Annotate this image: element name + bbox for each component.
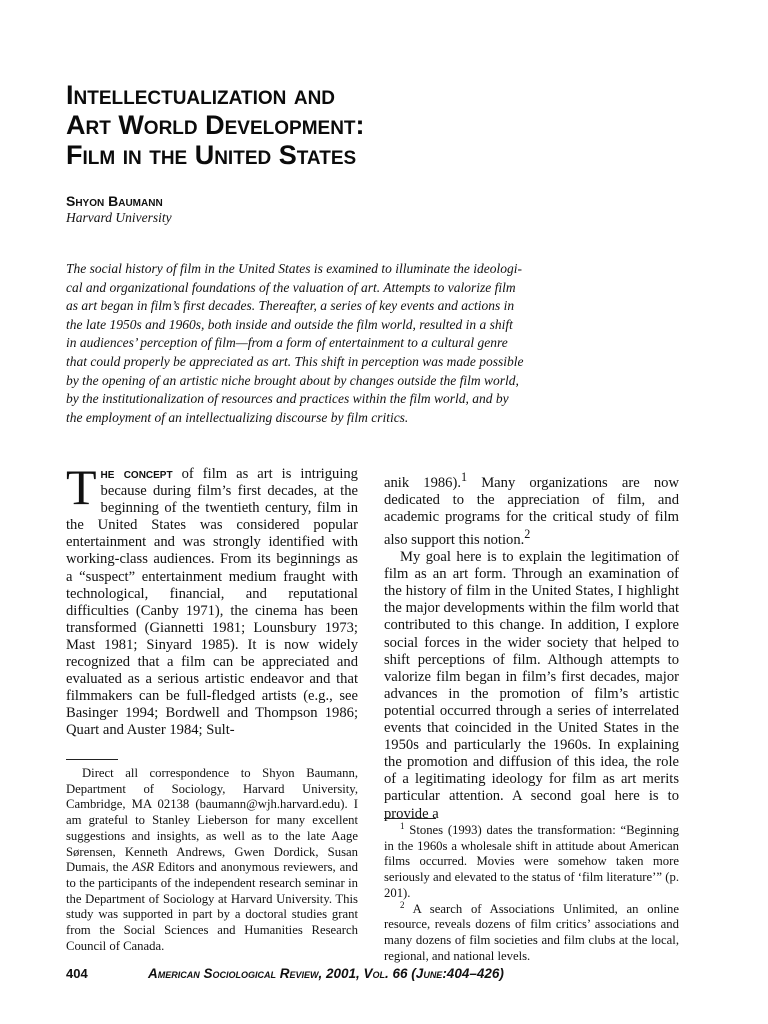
footnote-ref-2[interactable]: 2 <box>524 527 531 542</box>
abstract <box>66 260 606 427</box>
author-name: Shyon Baumann <box>66 193 163 209</box>
footnote-ref-1[interactable]: 1 <box>460 470 468 484</box>
footnote-rule-left <box>66 759 118 760</box>
body-column-left <box>66 459 358 740</box>
abstract-line: by the opening of an artistic niche brought about by changes outside the film world, <box>66 372 519 388</box>
intro-paragraph-text: of film as art is intriguing because during film’s first decades, at the beginning of the twentieth century, film in the United States was considered popular entertainment and was strongly identified with working-class audiences. From its beginnings as a “suspect” entertainment medium fraught with technological, financial, and reputational difficulties (Canby 1971), the cinema has been transformed (Giannetti 1981; Lounsbury 1973; Mast 1981; Sinyard 1985). It is now widely recognized that a film can be appreciated and evaluated as a serious artistic endeavor and that filmmakers can be full-fledged artists (e.g., see Basinger 1994; Bordwell and Thompson 1986; Quart and Auster 1984; Sult- <box>66 466 358 739</box>
continued-text: anik 1986). <box>384 474 461 491</box>
intro-paragraph <box>66 459 358 740</box>
footnote-number: 1 <box>400 820 405 831</box>
footnotes <box>384 820 679 964</box>
abstract-line: that could properly be appreciated as art. This shift in perception was made possible <box>66 353 524 369</box>
abstract-line: the employment of an intellectualizing discourse by film critics. <box>66 409 409 425</box>
correspondence-note <box>66 766 358 954</box>
abstract-line: the late 1950s and 1960s, both inside and outside the film world, resulted in a shift <box>66 316 513 332</box>
goal-paragraph: My goal here is to explain the legitimation of film as an art form. Through an examination of the history of film in the United States, I highlight the major developments within the film world that contributed to this change. In addition, I explore social forces in the wider society that helped to shift perceptions of film. Although attempts to valorize film began in film’s first decades, major advances in the promotion of film’s artistic potential occurred through a series of interrelated events that coincided in the United States in the 1950s and particularly the 1960s. In explaining the promotion and diffusion of this idea, the role of a legitimating ideology for film as art merits particular attention. A second goal here is to provide a <box>384 549 679 822</box>
correspondence-text: Direct all correspondence to Shyon Baumann, Department of Sociology, Harvard University, Cambridge, MA 02138 (baumann@wjh.harvard.edu). I am grateful to Stanley Lieberson for many excellent suggestions and insights, as well as to the late Aage Sørensen, Kenneth Andrews, Gwen Dordick, Susan Dumais, the <box>66 766 358 875</box>
continued-paragraph <box>384 469 679 549</box>
drop-cap: T <box>66 459 97 515</box>
abstract-line: The social history of film in the United States is examined to illuminate the ideologi- <box>66 261 522 276</box>
footnote-text: A search of Associations Unlimited, an online resource, reveals dozens of film critics’ associations and many dozens of film societies and film clubs at the local, regional, and national levels. <box>384 901 679 963</box>
footnote-text: Stones (1993) dates the transformation: “Beginning in the 1960s a wholesale shift in attitude about American films occurred. Movies were somehow taken more seriously and elevated to the status of ‘film literature’” (p. 201). <box>384 823 679 900</box>
title-line-1: Intellectualization and <box>66 80 336 110</box>
journal-citation: American Sociological Review, 2001, Vol. 66 (June:404–426) <box>148 966 504 981</box>
continued-text-rest: Many organizations are now dedicated to the appreciation of film, and academic programs for the critical study of film also support this notion. <box>384 474 679 548</box>
title-line-3: Film in the United States <box>66 140 357 170</box>
footnote-number: 2 <box>400 899 405 910</box>
abstract-line: cal and organizational foundations of the valuation of art. Attempts to valorize film <box>66 279 516 295</box>
abstract-line: in audiences’ perception of film—from a form of entertainment to a cultural genre <box>66 335 508 351</box>
title-line-2: Art World Development: <box>66 110 365 140</box>
footnote-rule-right <box>384 818 436 819</box>
abstract-line: by the institutionalization of resources and practices within the film world, and by <box>66 391 509 407</box>
page-number: 404 <box>66 966 88 981</box>
correspondence-text-rest: Editors and anonymous reviewers, and to the participants of the independent research seminar in the Department of Sociology at Harvard University. This study was supported in part by a doctoral studies grant from the Social Sciences and Humanities Research Council of Canada. <box>66 860 358 953</box>
footnote-2 <box>384 899 679 965</box>
journal-abbrev: ASR <box>132 860 154 875</box>
abstract-line: as art began in film’s first decades. Thereafter, a series of key events and actions in <box>66 298 515 314</box>
lead-in-smallcaps: he concept <box>100 465 173 481</box>
body-column-right <box>384 469 679 823</box>
footnote-1 <box>384 820 679 902</box>
article-title <box>66 80 365 170</box>
author-affiliation: Harvard University <box>66 210 172 225</box>
